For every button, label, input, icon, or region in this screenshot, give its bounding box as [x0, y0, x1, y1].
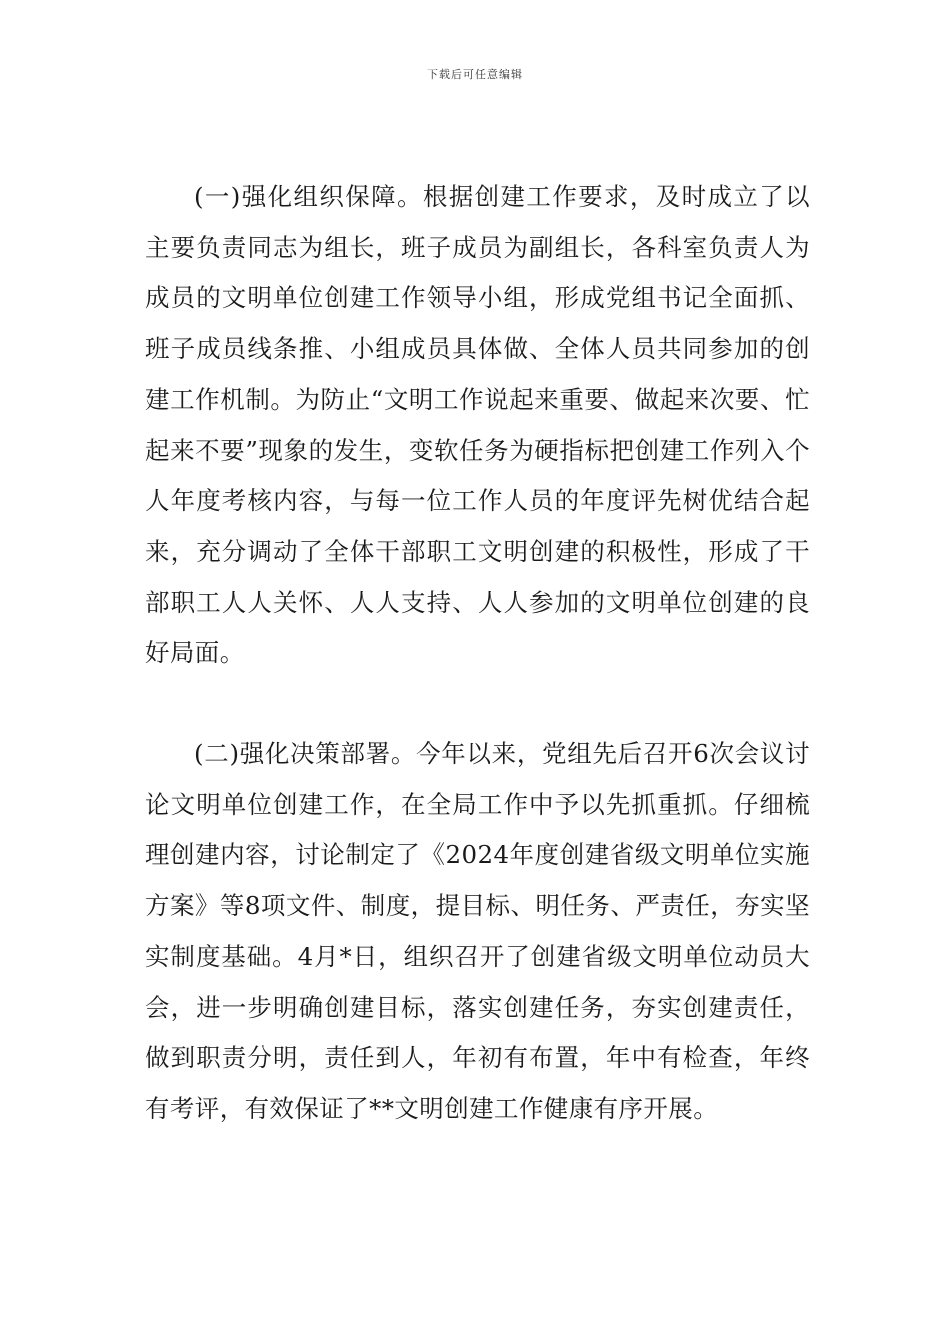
- paragraph-organization: (一)强化组织保障。根据创建工作要求，及时成立了以主要负责同志为组长，班子成员为副组长，各科室负责人为成员的文明单位创建工作领导小组，形成党组书记全面抓、班子成员线条推、小组成员具体做、全体人员共同参加的创建工作机制。为防止“文明工作说起来重要、做起来次要、忙起来不要”现象的发生，变软任务为硬指标把创建工作列入个人年度考核内容，与每一位工作人员的年度评先树优结合起来，充分调动了全体干部职工文明创建的积极性，形成了干部职工人人关怀、人人支持、人人参加的文明单位创建的良好局面。: [145, 182, 810, 668]
- document-body: [145, 172, 810, 1135]
- page-header-note: 下载后可任意编辑: [427, 68, 523, 81]
- paragraph-decision: (二)强化决策部署。今年以来，党组先后召开6次会议讨论文明单位创建工作，在全局工作中予以先抓重抓。仔细梳理创建内容，讨论制定了《2024年度创建省级文明单位实施方案》等8项文件、制度，提目标、明任务、严责任，夯实坚实制度基础。4月*日，组织召开了创建省级文明单位动员大会，进一步明确创建目标，落实创建任务，夯实创建责任，做到职责分明，责任到人，年初有布置，年中有检查，年终有考评，有效保证了**文明创建工作健康有序开展。: [145, 739, 810, 1123]
